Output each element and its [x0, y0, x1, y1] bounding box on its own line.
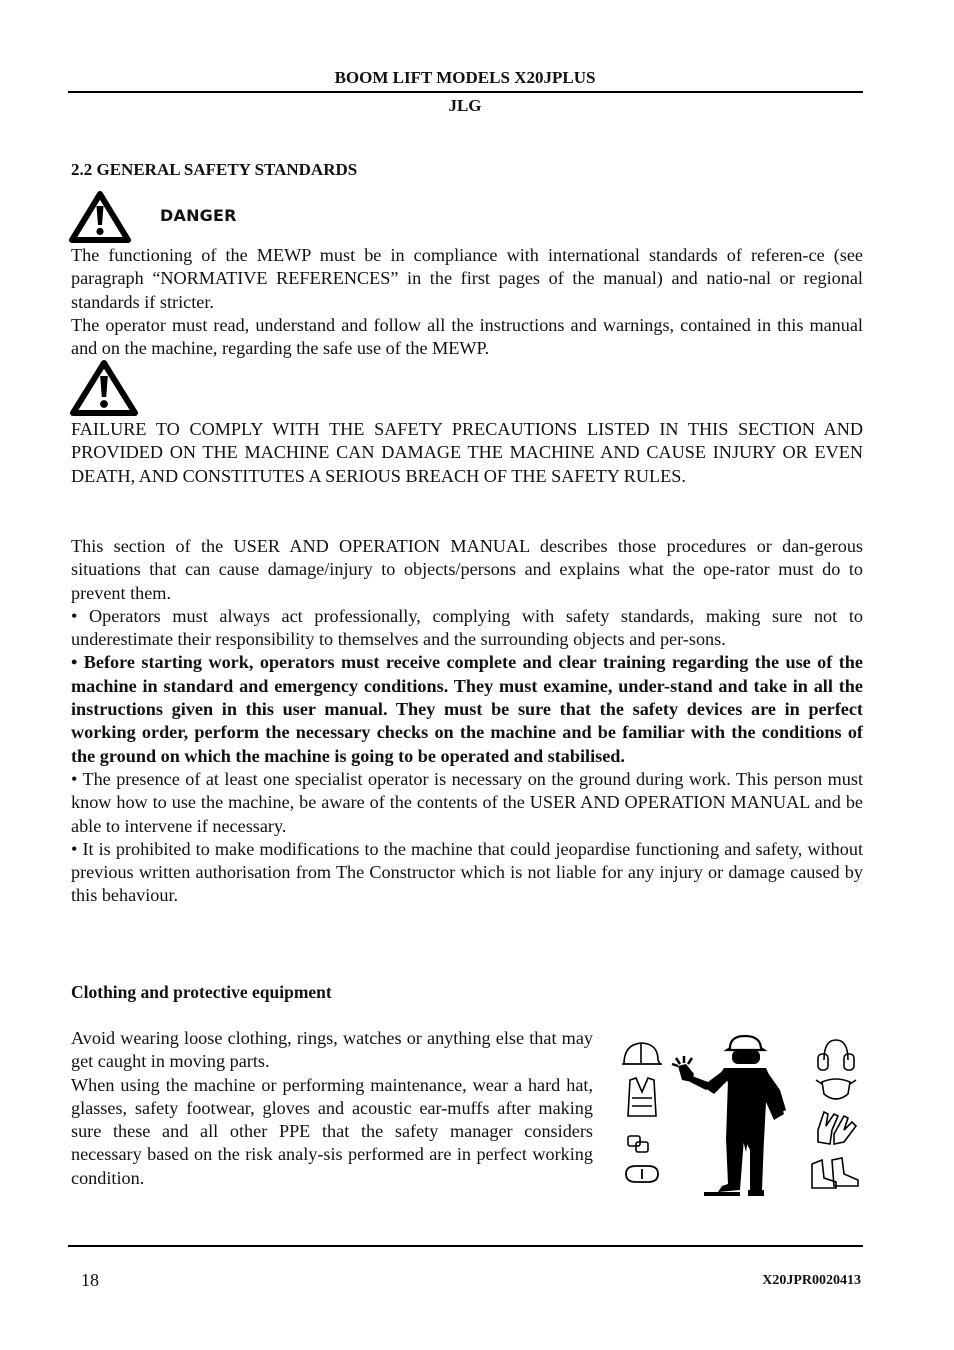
- bullet-modifications: • It is prohibited to make modifications to the machine that could jeopardise functioning and safety, without previous written authorisation from The Constructor which is not liable for any injury or damage caused by this behaviour.: [71, 838, 863, 906]
- warning-triangle-icon: [68, 359, 140, 417]
- worker-figure-icon: [672, 1036, 786, 1196]
- header-brand: JLG: [448, 96, 482, 115]
- page-number: 18: [81, 1270, 99, 1290]
- danger-text: [71, 244, 863, 360]
- warning-triangle-icon: [68, 190, 132, 244]
- hard-hat-icon: [622, 1043, 662, 1064]
- warning-text: FAILURE TO COMPLY WITH THE SAFETY PRECAUTIONS LISTED IN THIS SECTION AND PROVIDED ON THE MACHINE CAN DAMAGE THE MACHINE AND CAUSE INJURY OR EVEN DEATH, AND CONSTITUTES A SERIOUS BREACH OF THE SAFETY RULES.: [71, 419, 863, 486]
- ppe-figure: [612, 1030, 862, 1196]
- vest-icon: [628, 1078, 656, 1116]
- header-title: BOOM LIFT MODELS X20JPLUS: [334, 68, 596, 87]
- clothing-paragraph-1: Avoid wearing loose clothing, rings, watches or anything else that may get caught in moving parts.: [71, 1028, 593, 1072]
- mask-icon: [816, 1079, 856, 1099]
- earmuffs-icon: [818, 1040, 854, 1070]
- earplugs-icon: [628, 1136, 648, 1152]
- bullet-professional: • Operators must always act professionally, complying with safety standards, making sure not to underestimate their responsibility to themselves and the surrounding objects and per-sons.: [71, 605, 863, 650]
- danger-paragraph-1: The functioning of the MEWP must be in compliance with international standards of referen-ce (see paragraph “NORMATIVE REFERENCES” in the first pages of the manual) and natio-nal or regional standards if stricter.: [71, 245, 863, 312]
- bullet-specialist-operator: • The presence of at least one specialist operator is necessary on the ground during work. This person must know how to use the machine, be aware of the contents of the USER AND OPERATION MANUAL and be able to intervene if necessary.: [71, 768, 863, 836]
- danger-paragraph-2: The operator must read, understand and follow all the instructions and warnings, contained in this manual and on the machine, regarding the safe use of the MEWP.: [71, 314, 863, 359]
- clothing-title: Clothing and protective equipment: [71, 982, 332, 1002]
- gloves-icon: [818, 1112, 856, 1144]
- header-divider: [68, 91, 863, 93]
- clothing-text: [71, 1027, 593, 1190]
- body-text: [71, 535, 863, 908]
- bullet-training: • Before starting work, operators must receive complete and clear training regarding the use of the machine in standard and emergency conditions. They must examine, under-stand and take in all the instructions given in this user manual. They must be sure that the safety devices are in perfect working order, perform the necessary checks on the machine and be familiar with the conditions of the ground on which the machine is going to be operated and stabilised.: [71, 652, 863, 766]
- danger-label: DANGER: [160, 206, 237, 225]
- clothing-paragraph-2: When using the machine or performing maintenance, wear a hard hat, glasses, safety footwear, gloves and acoustic ear-muffs after making sure these and all other PPE that the safety manager considers necessary based on the risk analy-sis performed are in perfect working condition.: [71, 1074, 593, 1188]
- footer-divider: [68, 1245, 863, 1247]
- section-title: 2.2 GENERAL SAFETY STANDARDS: [71, 160, 358, 179]
- goggles-icon: [626, 1166, 658, 1182]
- intro-paragraph: This section of the USER AND OPERATION MANUAL describes those procedures or dan-gerous situations that can cause damage/injury to objects/persons and explains what the ope-rator must do to prevent them.: [71, 536, 863, 603]
- document-code: X20JPR0020413: [762, 1273, 861, 1288]
- safety-boots-icon: [812, 1158, 858, 1188]
